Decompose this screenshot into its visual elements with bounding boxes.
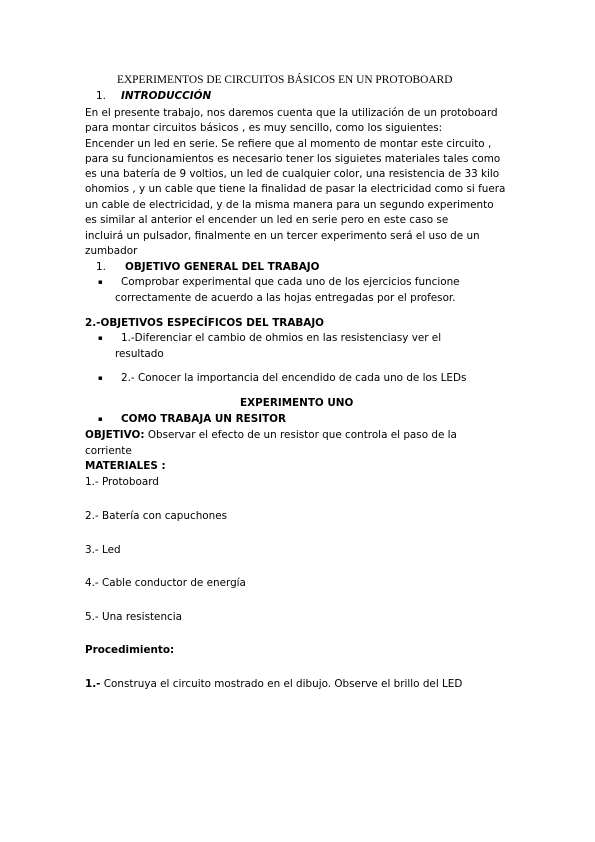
intro-line: ohomios , y un cable que tiene la finalidad de pasar la electricidad como si fuera — [85, 183, 506, 195]
intro-line: un cable de electricidad, y de la misma manera para un segundo experimento — [85, 199, 494, 211]
specific-objectives-heading: 2.-OBJETIVOS ESPECÍFICOS DEL TRABAJO — [85, 317, 325, 329]
general-objective-line: correctamente de acuerdo a las hojas entregadas por el profesor. — [115, 292, 456, 304]
general-objective-number: 1. — [96, 261, 106, 273]
intro-line: En el presente trabajo, nos daremos cuenta que la utilización de un protoboard — [85, 107, 498, 119]
specific-objective-line: resultado — [115, 348, 164, 360]
procedure-step — [85, 678, 462, 691]
intro-number: 1. — [96, 90, 106, 102]
objective-label: OBJETIVO: — [85, 429, 145, 441]
general-objective-heading: OBJETIVO GENERAL DEL TRABAJO — [125, 261, 320, 273]
intro-heading: INTRODUCCIÓN — [121, 90, 212, 102]
intro-line: Encender un led en serie. Se refiere que al momento de montar este circuito , — [85, 138, 492, 150]
list-item: 2.- Batería con capuchones — [85, 510, 228, 522]
specific-objective-line: 2.- Conocer la importancia del encendido de cada uno de los LEDs — [121, 372, 467, 384]
general-objective-line: Comprobar experimental que cada uno de los ejercicios funcione — [121, 276, 460, 288]
bullet-icon: ▪ — [98, 415, 103, 423]
step-number: 1.- — [85, 678, 101, 690]
experiment-subheading: COMO TRABAJA UN RESITOR — [121, 413, 286, 425]
objective-text-continued: corriente — [85, 445, 132, 457]
bullet-icon: ▪ — [98, 374, 103, 382]
materials-heading: MATERIALES : — [85, 460, 166, 472]
list-item: 5.- Una resistencia — [85, 611, 182, 623]
experiment-objective — [85, 429, 457, 442]
list-item: 4.- Cable conductor de energía — [85, 577, 246, 589]
intro-line: para su funcionamientos es necesario tener los siguietes materiales tales como — [85, 153, 501, 165]
objective-text: Observar el efecto de un resistor que controla el paso de la — [144, 429, 457, 441]
intro-line: es una batería de 9 voltios, un led de cualquier color, una resistencia de 33 kilo — [85, 168, 500, 180]
experiment-heading: EXPERIMENTO UNO — [240, 397, 354, 409]
list-item: 3.- Led — [85, 544, 121, 556]
procedure-heading: Procedimiento: — [85, 644, 175, 656]
step-text: Construya el circuito mostrado en el dibujo. Observe el brillo del LED — [100, 678, 463, 690]
bullet-icon: ▪ — [98, 334, 103, 342]
list-item: 1.- Protoboard — [85, 476, 159, 488]
intro-line: zumbador — [85, 245, 138, 257]
intro-line: es similar al anterior el encender un led en serie pero en este caso se — [85, 214, 449, 226]
bullet-icon: ▪ — [98, 278, 103, 286]
intro-line: incluirá un pulsador, finalmente en un tercer experimento será el uso de un — [85, 230, 480, 242]
specific-objective-line: 1.-Diferenciar el cambio de ohmios en las resistenciasy ver el — [121, 332, 442, 344]
document-title: EXPERIMENTOS DE CIRCUITOS BÁSICOS EN UN PROTOBOARD — [117, 74, 453, 86]
intro-line: para montar circuitos básicos , es muy sencillo, como los siguientes: — [85, 122, 443, 134]
